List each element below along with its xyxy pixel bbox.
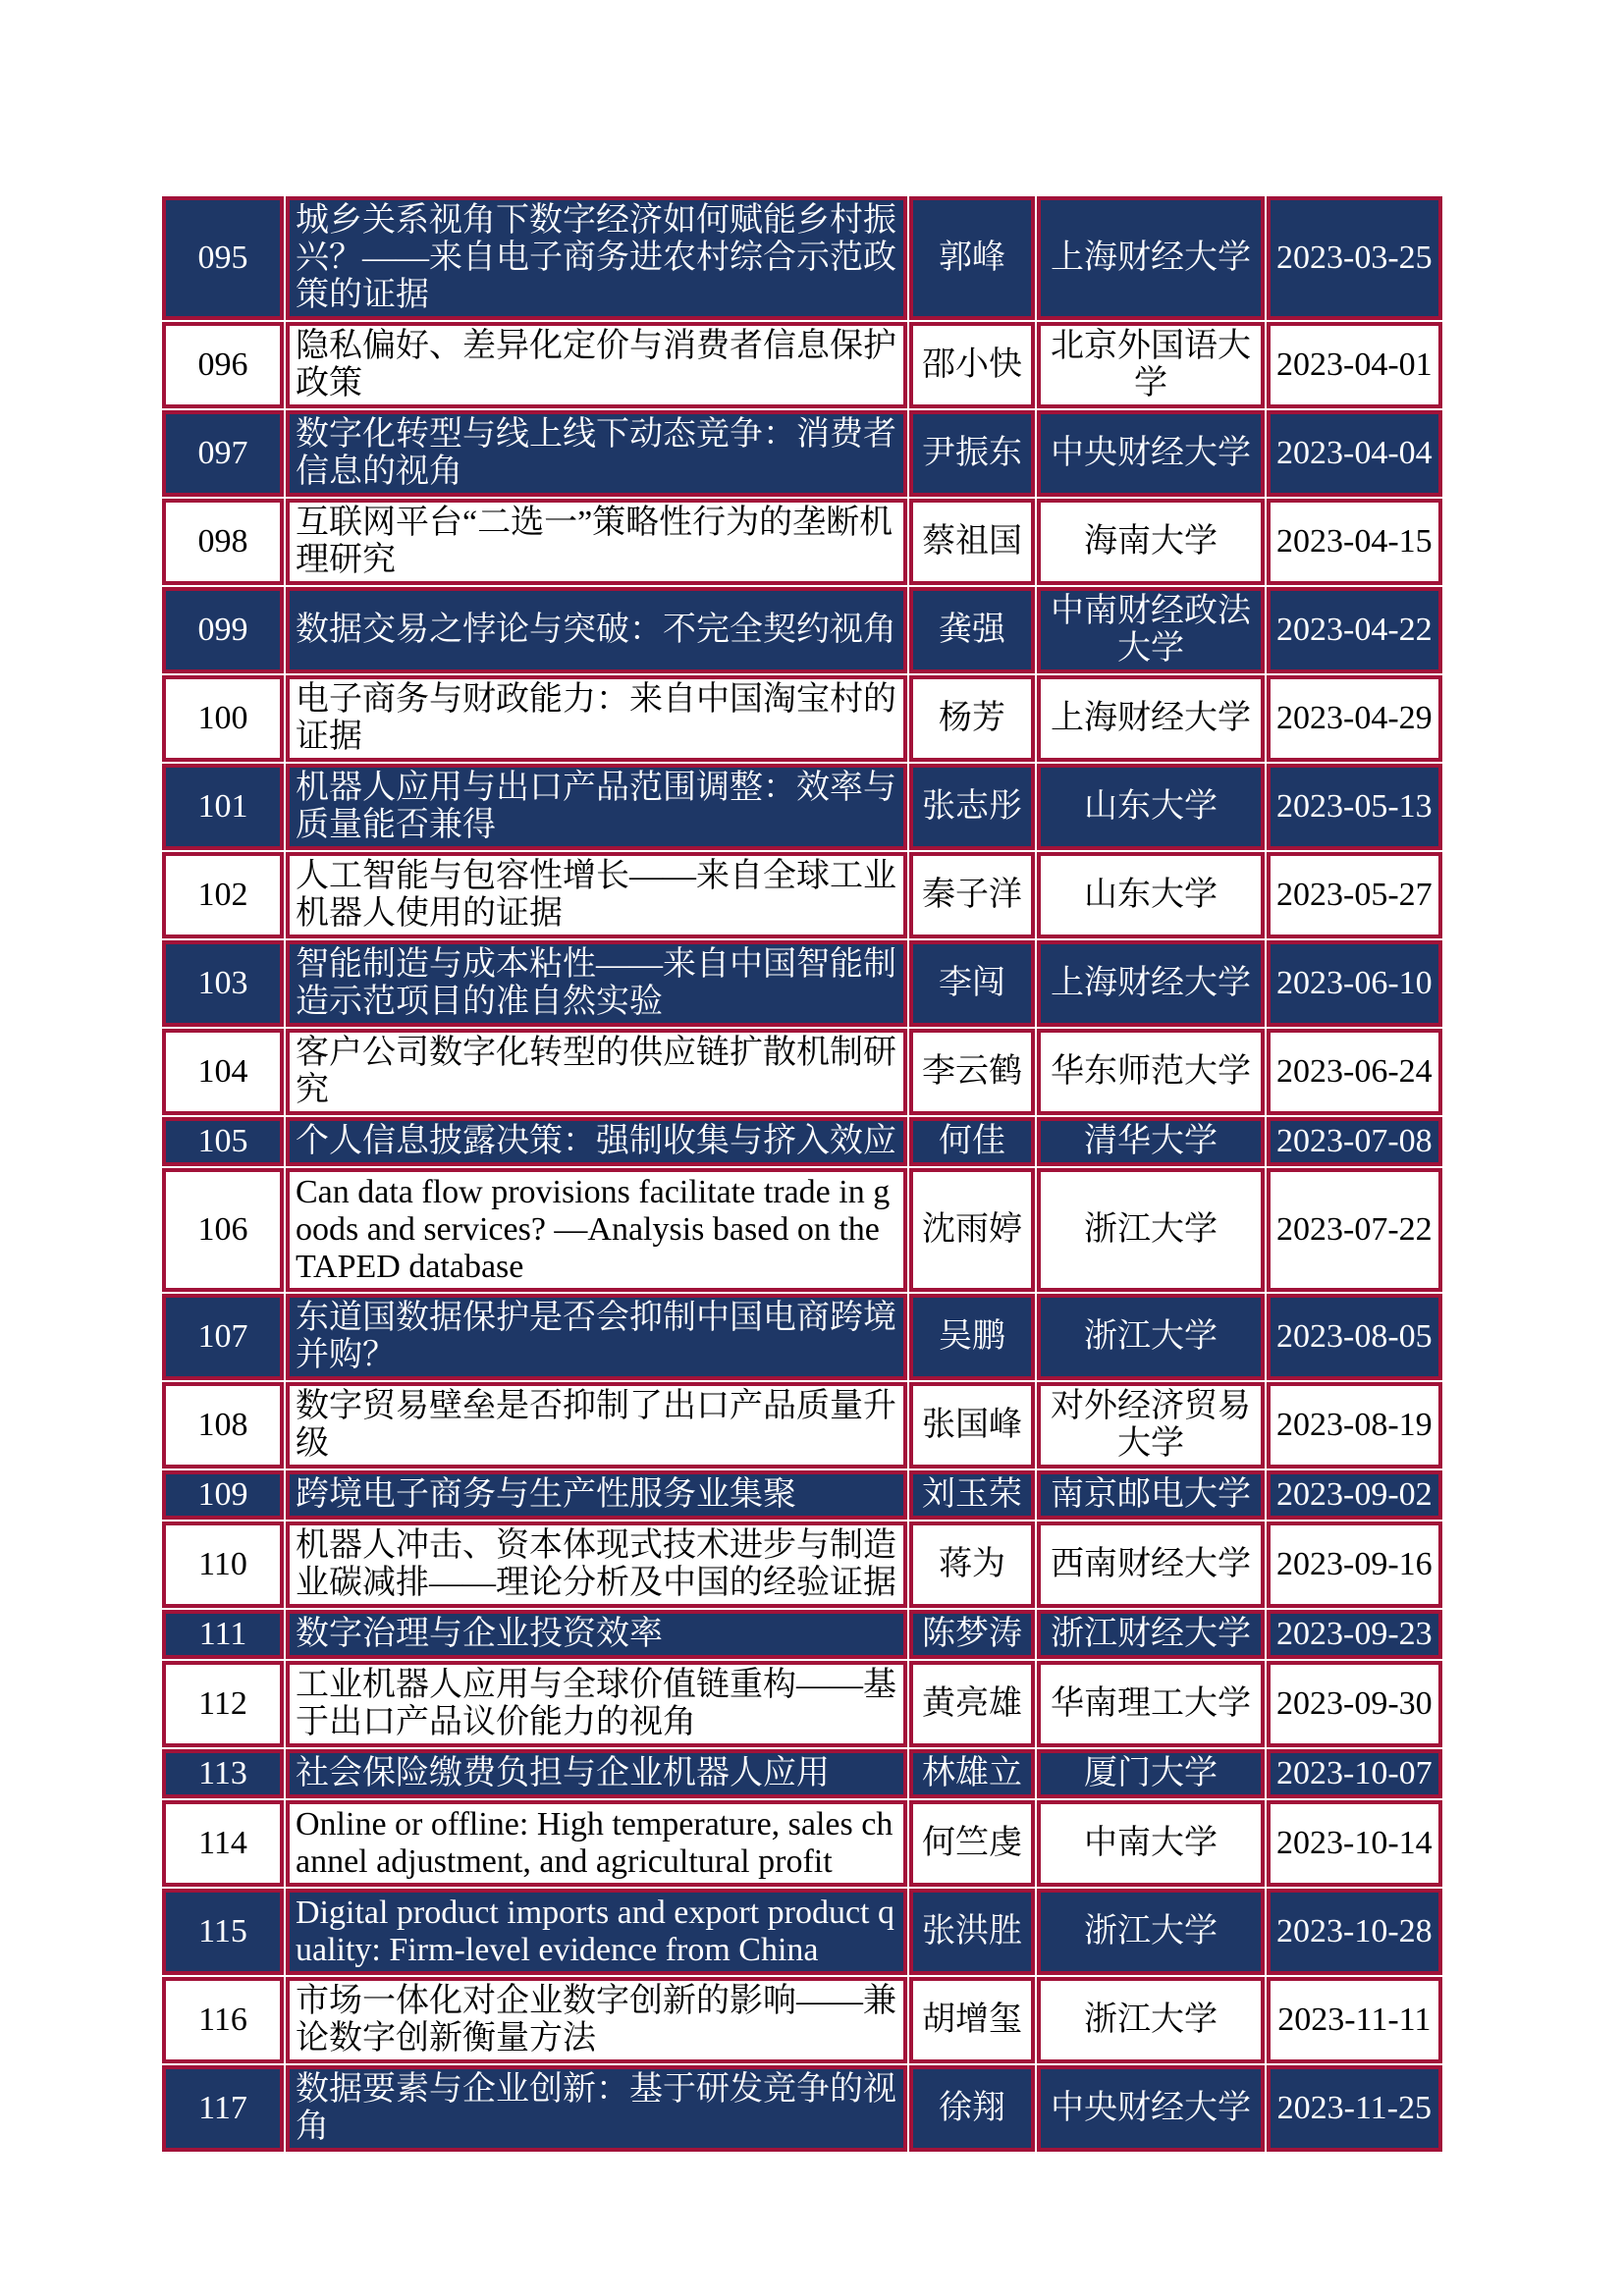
paper-author: 黄亮雄 xyxy=(909,1661,1035,1747)
paper-title: 数字化转型与线上线下动态竞争：消费者信息的视角 xyxy=(286,410,907,497)
table-row xyxy=(162,1977,1442,2063)
paper-number: 116 xyxy=(162,1977,284,2063)
paper-number: 109 xyxy=(162,1470,284,1520)
paper-date: 2023-10-14 xyxy=(1267,1800,1442,1887)
paper-date: 2023-11-11 xyxy=(1267,1977,1442,2063)
paper-date: 2023-05-13 xyxy=(1267,764,1442,850)
table-row xyxy=(162,1522,1442,1608)
table-row xyxy=(162,1800,1442,1887)
paper-university: 厦门大学 xyxy=(1037,1749,1265,1798)
paper-university: 对外经济贸易大学 xyxy=(1037,1382,1265,1468)
paper-title: 城乡关系视角下数字经济如何赋能乡村振兴？——来自电子商务进农村综合示范政策的证据 xyxy=(286,196,907,320)
paper-date: 2023-09-30 xyxy=(1267,1661,1442,1747)
paper-title: 隐私偏好、差异化定价与消费者信息保护政策 xyxy=(286,322,907,408)
paper-author: 何佳 xyxy=(909,1117,1035,1166)
paper-university: 浙江大学 xyxy=(1037,1977,1265,2063)
paper-university: 南京邮电大学 xyxy=(1037,1470,1265,1520)
paper-date: 2023-08-05 xyxy=(1267,1294,1442,1380)
paper-university: 中央财经大学 xyxy=(1037,410,1265,497)
paper-author: 张国峰 xyxy=(909,1382,1035,1468)
paper-number: 095 xyxy=(162,196,284,320)
paper-author: 秦子洋 xyxy=(909,852,1035,938)
paper-author: 尹振东 xyxy=(909,410,1035,497)
paper-university: 北京外国语大学 xyxy=(1037,322,1265,408)
paper-university: 海南大学 xyxy=(1037,499,1265,585)
paper-author: 徐翔 xyxy=(909,2065,1035,2152)
table-row xyxy=(162,499,1442,585)
paper-title: Online or offline: High temperature, sales channel adjustment, and agricultural profit xyxy=(286,1800,907,1887)
paper-title: 机器人冲击、资本体现式技术进步与制造业碳减排——理论分析及中国的经验证据 xyxy=(286,1522,907,1608)
paper-university: 华南理工大学 xyxy=(1037,1661,1265,1747)
paper-date: 2023-06-24 xyxy=(1267,1029,1442,1115)
paper-date: 2023-04-04 xyxy=(1267,410,1442,497)
paper-title: 机器人应用与出口产品范围调整：效率与质量能否兼得 xyxy=(286,764,907,850)
seminar-paper-table xyxy=(160,194,1444,2154)
paper-date: 2023-04-01 xyxy=(1267,322,1442,408)
paper-title: 工业机器人应用与全球价值链重构——基于出口产品议价能力的视角 xyxy=(286,1661,907,1747)
paper-author: 陈梦涛 xyxy=(909,1610,1035,1659)
paper-university: 华东师范大学 xyxy=(1037,1029,1265,1115)
table-row xyxy=(162,2065,1442,2152)
paper-title: 人工智能与包容性增长——来自全球工业机器人使用的证据 xyxy=(286,852,907,938)
paper-date: 2023-06-10 xyxy=(1267,940,1442,1027)
table-row xyxy=(162,1294,1442,1380)
paper-number: 102 xyxy=(162,852,284,938)
paper-number: 099 xyxy=(162,587,284,673)
paper-author: 吴鹏 xyxy=(909,1294,1035,1380)
paper-university: 上海财经大学 xyxy=(1037,196,1265,320)
paper-date: 2023-03-25 xyxy=(1267,196,1442,320)
table-row xyxy=(162,675,1442,762)
paper-title: 东道国数据保护是否会抑制中国电商跨境并购？ xyxy=(286,1294,907,1380)
paper-date: 2023-09-23 xyxy=(1267,1610,1442,1659)
paper-number: 104 xyxy=(162,1029,284,1115)
paper-number: 111 xyxy=(162,1610,284,1659)
table-row xyxy=(162,1610,1442,1659)
table-row xyxy=(162,410,1442,497)
paper-author: 郭峰 xyxy=(909,196,1035,320)
paper-author: 张洪胜 xyxy=(909,1889,1035,1975)
paper-number: 117 xyxy=(162,2065,284,2152)
paper-author: 蒋为 xyxy=(909,1522,1035,1608)
paper-university: 中南大学 xyxy=(1037,1800,1265,1887)
paper-date: 2023-05-27 xyxy=(1267,852,1442,938)
paper-title: Can data flow provisions facilitate trade in goods and services? —Analysis based on the TAPED database xyxy=(286,1168,907,1292)
paper-title: 数字治理与企业投资效率 xyxy=(286,1610,907,1659)
paper-author: 蔡祖国 xyxy=(909,499,1035,585)
paper-university: 上海财经大学 xyxy=(1037,940,1265,1027)
paper-university: 中央财经大学 xyxy=(1037,2065,1265,2152)
paper-title: 电子商务与财政能力：来自中国淘宝村的证据 xyxy=(286,675,907,762)
paper-date: 2023-04-22 xyxy=(1267,587,1442,673)
paper-university: 浙江大学 xyxy=(1037,1889,1265,1975)
paper-title: 互联网平台“二选一”策略性行为的垄断机理研究 xyxy=(286,499,907,585)
paper-number: 110 xyxy=(162,1522,284,1608)
paper-author: 李闯 xyxy=(909,940,1035,1027)
paper-title: 数据交易之悖论与突破：不完全契约视角 xyxy=(286,587,907,673)
paper-author: 林雄立 xyxy=(909,1749,1035,1798)
paper-author: 刘玉荣 xyxy=(909,1470,1035,1520)
paper-author: 张志彤 xyxy=(909,764,1035,850)
paper-university: 西南财经大学 xyxy=(1037,1522,1265,1608)
paper-number: 096 xyxy=(162,322,284,408)
paper-university: 浙江财经大学 xyxy=(1037,1610,1265,1659)
paper-university: 山东大学 xyxy=(1037,764,1265,850)
paper-university: 山东大学 xyxy=(1037,852,1265,938)
paper-number: 103 xyxy=(162,940,284,1027)
paper-university: 浙江大学 xyxy=(1037,1294,1265,1380)
paper-number: 108 xyxy=(162,1382,284,1468)
table-body xyxy=(162,196,1442,2152)
table-row xyxy=(162,587,1442,673)
paper-title: 社会保险缴费负担与企业机器人应用 xyxy=(286,1749,907,1798)
table-row xyxy=(162,1029,1442,1115)
paper-number: 098 xyxy=(162,499,284,585)
paper-date: 2023-07-22 xyxy=(1267,1168,1442,1292)
paper-author: 李云鹤 xyxy=(909,1029,1035,1115)
table-row xyxy=(162,940,1442,1027)
table-row xyxy=(162,1168,1442,1292)
paper-title: 数据要素与企业创新：基于研发竞争的视角 xyxy=(286,2065,907,2152)
paper-author: 胡增玺 xyxy=(909,1977,1035,2063)
table-row xyxy=(162,1117,1442,1166)
paper-title: Digital product imports and export product quality: Firm-level evidence from China xyxy=(286,1889,907,1975)
paper-date: 2023-10-28 xyxy=(1267,1889,1442,1975)
paper-author: 沈雨婷 xyxy=(909,1168,1035,1292)
paper-number: 115 xyxy=(162,1889,284,1975)
paper-number: 100 xyxy=(162,675,284,762)
paper-university: 浙江大学 xyxy=(1037,1168,1265,1292)
paper-date: 2023-09-02 xyxy=(1267,1470,1442,1520)
table-row xyxy=(162,322,1442,408)
table-row xyxy=(162,1661,1442,1747)
paper-date: 2023-09-16 xyxy=(1267,1522,1442,1608)
paper-number: 114 xyxy=(162,1800,284,1887)
paper-number: 113 xyxy=(162,1749,284,1798)
paper-author: 邵小快 xyxy=(909,322,1035,408)
paper-number: 106 xyxy=(162,1168,284,1292)
paper-university: 上海财经大学 xyxy=(1037,675,1265,762)
paper-date: 2023-07-08 xyxy=(1267,1117,1442,1166)
paper-date: 2023-08-19 xyxy=(1267,1382,1442,1468)
table-row xyxy=(162,1889,1442,1975)
paper-date: 2023-11-25 xyxy=(1267,2065,1442,2152)
paper-title: 客户公司数字化转型的供应链扩散机制研究 xyxy=(286,1029,907,1115)
paper-university: 清华大学 xyxy=(1037,1117,1265,1166)
paper-title: 智能制造与成本粘性——来自中国智能制造示范项目的准自然实验 xyxy=(286,940,907,1027)
paper-number: 107 xyxy=(162,1294,284,1380)
paper-date: 2023-04-15 xyxy=(1267,499,1442,585)
paper-author: 杨芳 xyxy=(909,675,1035,762)
paper-title: 市场一体化对企业数字创新的影响——兼论数字创新衡量方法 xyxy=(286,1977,907,2063)
table-row xyxy=(162,764,1442,850)
paper-number: 101 xyxy=(162,764,284,850)
paper-title: 跨境电子商务与生产性服务业集聚 xyxy=(286,1470,907,1520)
paper-author: 何竺虔 xyxy=(909,1800,1035,1887)
paper-university: 中南财经政法大学 xyxy=(1037,587,1265,673)
paper-number: 097 xyxy=(162,410,284,497)
paper-title: 个人信息披露决策：强制收集与挤入效应 xyxy=(286,1117,907,1166)
table-row xyxy=(162,852,1442,938)
paper-number: 105 xyxy=(162,1117,284,1166)
paper-date: 2023-04-29 xyxy=(1267,675,1442,762)
paper-author: 龚强 xyxy=(909,587,1035,673)
paper-number: 112 xyxy=(162,1661,284,1747)
table-row xyxy=(162,1382,1442,1468)
paper-date: 2023-10-07 xyxy=(1267,1749,1442,1798)
paper-title: 数字贸易壁垒是否抑制了出口产品质量升级 xyxy=(286,1382,907,1468)
table-row xyxy=(162,196,1442,320)
table-row xyxy=(162,1749,1442,1798)
table-row xyxy=(162,1470,1442,1520)
